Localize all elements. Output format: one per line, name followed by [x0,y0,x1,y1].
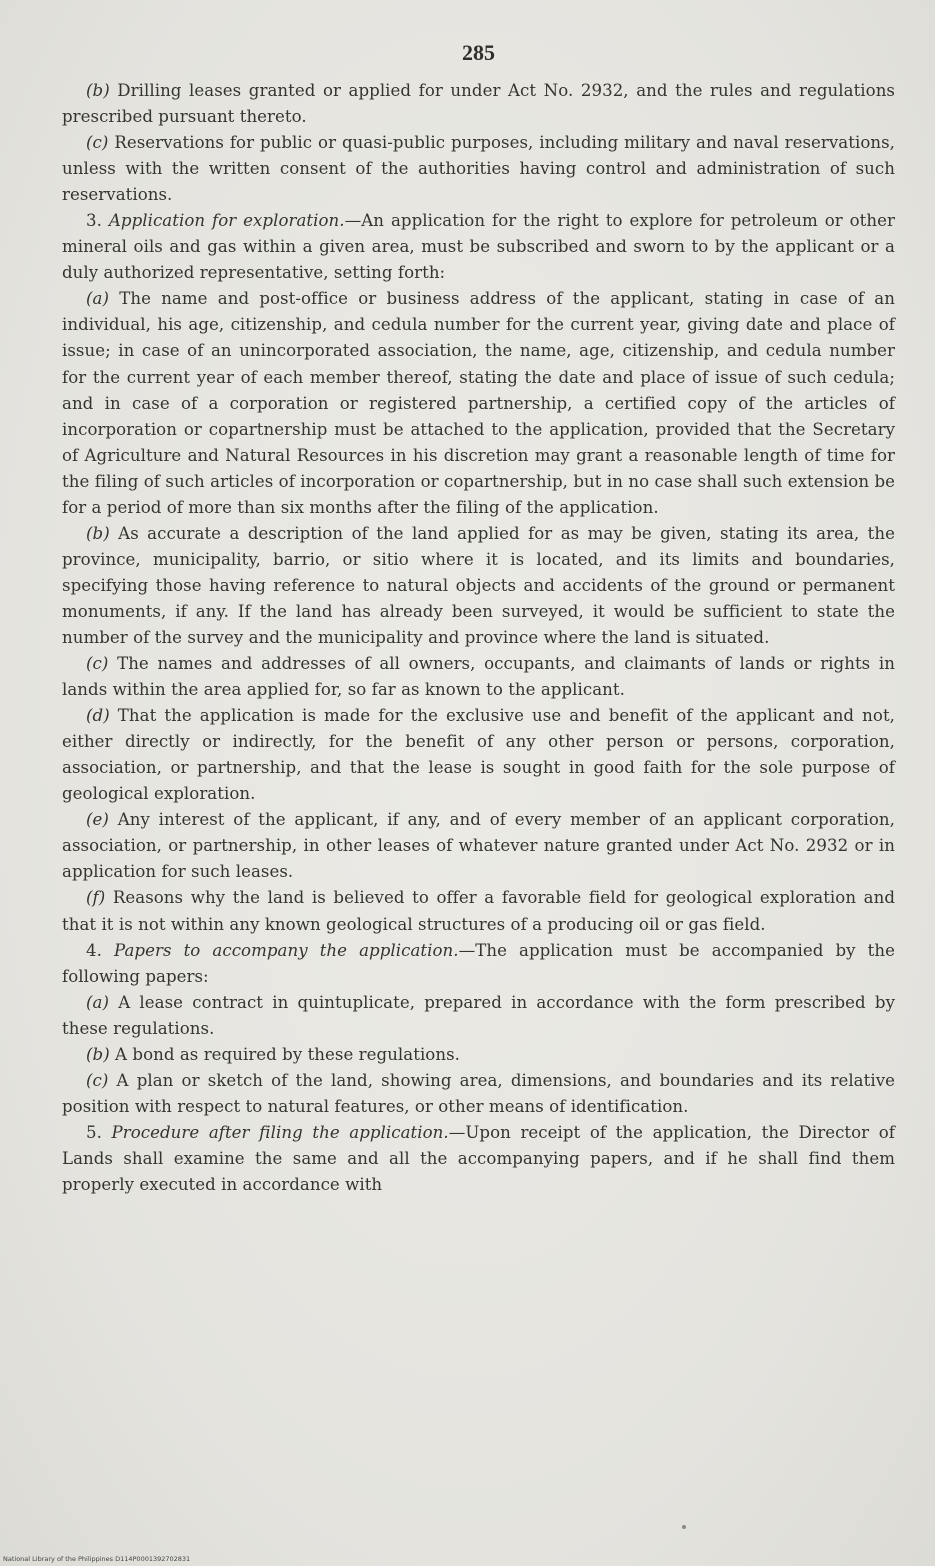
paragraph [62,1042,895,1068]
paragraph-text: A bond as required by these regulations. [109,1044,460,1064]
paragraph-label: (e) [86,810,109,830]
paragraph-text: Reasons why the land is believed to offer a favorable field for geological exploration and that it is not within any known geological structures of a producing oil or gas field. [62,888,895,934]
paragraph-text: Drilling leases granted or applied for under Act No. 2932, and the rules and regulations prescribed pursuant thereto. [62,81,895,127]
paragraph [62,651,895,703]
paragraph-text: Any interest of the applicant, if any, and of every member of an applicant corporation, association, or partnership, in other leases of whatever nature granted under Act No. 2932 or in application for such leases. [62,810,895,882]
paragraph-text: —An application for the right to explore for petroleum or other mineral oils and gas within a given area, must be subscribed and sworn to by the applicant or a duly authorized representative, setting forth: [62,211,895,283]
paragraph [62,938,895,990]
paragraph-text: As accurate a description of the land applied for as may be given, stating its area, the province, municipality, barrio, or sitio where it is located, and its limits and boundaries, specifying those having reference to natural objects and accidents of the ground or permanent monuments, if any. If the land has already been surveyed, it would be sufficient to state the number of the survey and the municipality and province where the land is situated. [62,523,895,647]
paragraph-text: The names and addresses of all owners, occupants, and claimants of lands or rights in lands within the area applied for, so far as known to the applicant. [62,654,895,700]
paragraph-heading: Application for exploration. [101,211,345,231]
paragraph-text: A plan or sketch of the land, showing area, dimensions, and boundaries and its relative position with respect to natural features, or other means of identification. [62,1070,895,1116]
paragraph-label: (b) [86,523,110,543]
paragraph [62,990,895,1042]
archive-footer: National Library of the Philippines D114P0001392702831 [3,1555,191,1563]
paragraph-label: 4. [86,940,102,960]
page-number: 285 [462,40,495,65]
paragraph-label: (a) [86,992,109,1012]
paragraph-label: (c) [86,133,109,153]
paragraph-label: (c) [86,1070,109,1090]
paragraph-text: —The application must be accompanied by the following papers: [62,940,895,986]
ink-dot [682,1525,686,1529]
paragraph-label: 5. [86,1122,102,1142]
paragraph-label: (b) [86,81,110,100]
paragraph-heading: Procedure after filing the application. [101,1122,449,1142]
paragraph-label: (f) [86,888,106,908]
paragraph [62,1120,895,1198]
paragraph [62,286,895,520]
paragraph-label: (b) [86,1044,110,1064]
paragraph [62,130,895,208]
paragraph [62,1068,895,1120]
paragraph-label: 3. [86,211,102,231]
paragraph-text: —Upon receipt of the application, the Director of Lands shall examine the same and all the accompanying papers, and if he shall find them properly executed in accordance with [62,1122,895,1194]
paragraph [62,521,895,651]
paragraph [62,208,895,286]
paragraph-label: (c) [86,654,109,674]
paragraph [62,703,895,807]
paragraph-label: (d) [86,706,110,726]
paragraph-text: That the application is made for the exclusive use and benefit of the applicant and not, either directly or indirectly, for the benefit of any other person or persons, corporation, association, or partnership, and that the lease is sought in good faith for the sole purpose of geological exploration. [62,706,895,804]
paragraph [62,807,895,885]
paragraph-text: The name and post-office or business address of the applicant, stating in case of an individual, his age, citizenship, and cedula number for the current year, giving date and place of issue; in case of an unincorporated association, the name, age, citizenship, and cedula number for the current year of each member thereof, stating the date and place of issue of such cedula; and in case of a corporation or registered partnership, a certified copy of the articles of incorporation or copartnership must be attached to the application, provided that the Secretary of Agriculture and Natural Resources in his discretion may grant a reasonable length of time for the filing of such articles of incorporation or copartnership, but in no case shall such extension be for a period of more than six months after the filing of the application. [62,289,895,517]
paragraph-label: (a) [86,289,109,309]
body-text [62,78,895,1198]
paragraph [62,78,895,130]
paragraph-text: A lease contract in quintuplicate, prepared in accordance with the form prescribed by these regulations. [62,992,895,1038]
paragraph-text: Reservations for public or quasi-public purposes, including military and naval reservations, unless with the written consent of the authorities having control and administration of such reservations. [62,133,895,205]
paragraph-heading: Papers to accompany the application. [101,940,459,960]
paragraph [62,885,895,937]
